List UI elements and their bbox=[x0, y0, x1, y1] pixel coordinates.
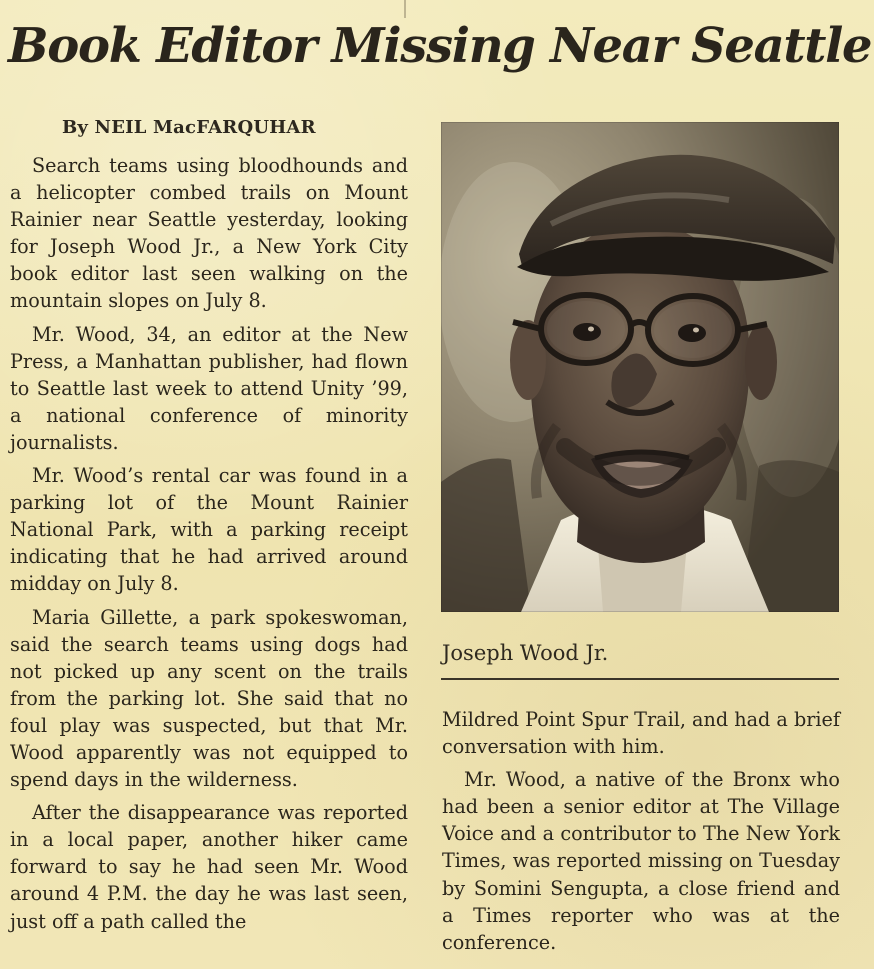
paragraph-4: Maria Gillette, a park spokeswoman, said the search teams using dogs had not picked up any scent on the trails from the parking lot. She said that no foul play was suspected, but that Mr. Wood apparently was not equipped to spend days in the wilderness. bbox=[10, 605, 408, 792]
paragraph-3: Mr. Wood’s rental car was found in a parking lot of the Mount Rainier National Park, with a parking receipt indicating that he had arrived around midday on July 8. bbox=[10, 464, 408, 596]
portrait-photo-icon bbox=[441, 122, 839, 612]
paragraph-1: Search teams using bloodhounds and a helicopter combed trails on Mount Rainier near Seattle yesterday, looking for Joseph Wood Jr., a New York City book editor last seen walking on the mountain slopes on July 8. bbox=[10, 154, 408, 313]
paragraph-2: Mr. Wood, 34, an editor at the New Press, a Manhattan publisher, had flown to Seattle last week to attend Unity ’99, a national conference of minority journalists. bbox=[10, 322, 408, 454]
fold-mark bbox=[404, 0, 406, 18]
article-headline: Book Editor Missing Near Seattle bbox=[8, 18, 872, 74]
paragraph-6: Mildred Point Spur Trail, and had a brief conversation with him. bbox=[442, 708, 840, 759]
paragraph-5: After the disappearance was reported in a local paper, another hiker came forward to say he had seen Mr. Wood around 4 P.M. the day he was last seen, just off a path called the bbox=[10, 801, 408, 933]
article-column-left bbox=[10, 152, 408, 941]
caption-divider bbox=[441, 678, 839, 680]
paragraph-7: Mr. Wood, a native of the Bronx who had been a senior editor at The Village Voice and a contributor to The New York Times, was reported missing on Tuesday by Somini Sengupta, a close friend and a Times reporter who was at the conference. bbox=[442, 768, 840, 954]
article-byline: By NEIL MacFARQUHAR bbox=[62, 117, 316, 138]
article-column-right bbox=[442, 706, 840, 962]
photo-caption: Joseph Wood Jr. bbox=[442, 641, 609, 665]
portrait-photo bbox=[441, 122, 839, 612]
